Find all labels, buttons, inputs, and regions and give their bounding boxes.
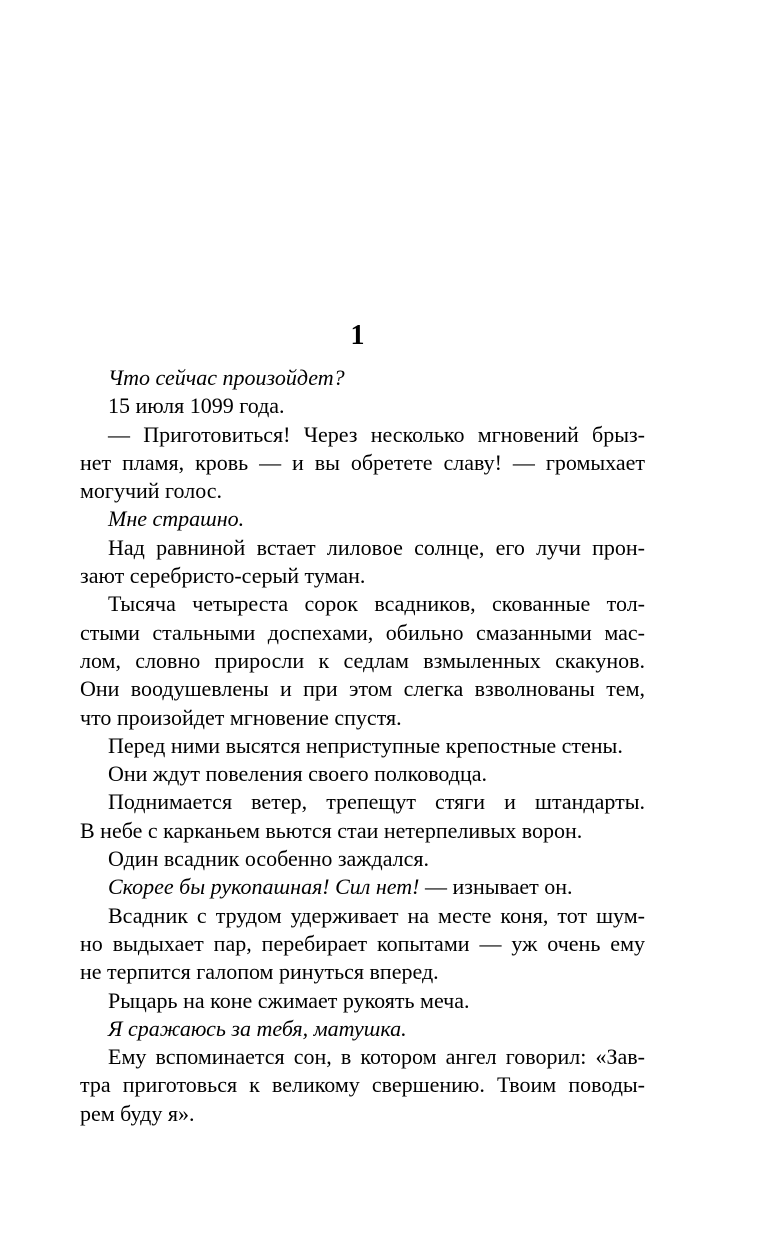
text-line <box>80 732 645 760</box>
text-line <box>80 505 645 533</box>
text-segment: Ему вспоминается сон, в котором ангел говорил: «Зав- <box>108 1044 645 1070</box>
text-line <box>80 1015 645 1043</box>
paragraph <box>80 760 645 788</box>
text-segment: Один всадник особенно заждался. <box>108 846 430 872</box>
text-segment: Они воодушевлены и при этом слегка взволнованы тем, <box>80 676 645 702</box>
text-segment: зают серебристо-серый туман. <box>80 563 366 589</box>
text-segment: — изнывает он. <box>419 874 573 900</box>
text-line <box>80 817 645 845</box>
text-segment: рем буду я». <box>80 1100 195 1126</box>
paragraph <box>80 987 645 1015</box>
text-line <box>80 449 645 477</box>
text-segment: лом, словно приросли к седлам взмыленных скакунов. <box>80 647 645 673</box>
paragraph <box>80 392 645 420</box>
text-block <box>80 364 645 1128</box>
paragraph <box>80 845 645 873</box>
paragraph <box>80 1043 645 1128</box>
italic-text-segment: Скорее бы рукопашная! Сил нет! <box>108 874 420 900</box>
text-segment: Они ждут повеления своего полководца. <box>108 761 488 787</box>
text-segment: нет пламя, кровь — и вы обретете славу! — громыхает <box>80 449 645 475</box>
text-line <box>80 788 645 816</box>
paragraph <box>80 1015 645 1043</box>
text-line <box>80 987 645 1015</box>
text-line <box>80 1043 645 1071</box>
paragraph <box>80 732 645 760</box>
text-segment: В небе с карканьем вьются стаи нетерпеливых ворон. <box>80 817 583 843</box>
paragraph <box>80 364 645 392</box>
text-line <box>80 364 645 392</box>
paragraph <box>80 902 645 987</box>
italic-text-segment: Я сражаюсь за тебя, матушка. <box>108 1015 407 1041</box>
text-line <box>80 1071 645 1099</box>
text-line <box>80 421 645 449</box>
paragraph <box>80 788 645 845</box>
text-segment: Над равниной встает лиловое солнце, его лучи прон- <box>108 534 645 560</box>
text-segment: могучий голос. <box>80 478 223 504</box>
text-line <box>80 675 645 703</box>
text-line <box>80 590 645 618</box>
text-line <box>80 873 645 901</box>
text-line <box>80 958 645 986</box>
text-line <box>80 930 645 958</box>
text-line <box>80 477 645 505</box>
text-line <box>80 704 645 732</box>
text-line <box>80 562 645 590</box>
text-line <box>80 534 645 562</box>
text-line <box>80 760 645 788</box>
text-segment: 15 июля 1099 года. <box>108 393 285 419</box>
chapter-heading: 1 <box>350 320 365 351</box>
paragraph <box>80 421 645 506</box>
text-line <box>80 902 645 930</box>
italic-text-segment: Что сейчас произойдет? <box>108 365 345 390</box>
text-segment: но выдыхает пар, перебирает копытами — уж очень ему <box>80 930 645 956</box>
text-line <box>80 647 645 675</box>
text-segment: Всадник с трудом удерживает на месте коня, тот шум- <box>108 902 645 928</box>
text-segment: что произойдет мгновение спустя. <box>80 704 402 730</box>
text-line <box>80 392 645 420</box>
paragraph <box>80 873 645 901</box>
text-segment: Тысяча четыреста сорок всадников, скованные тол- <box>108 591 645 617</box>
paragraph <box>80 534 645 591</box>
paragraph <box>80 590 645 731</box>
text-segment: — Приготовиться! Через несколько мгновений брыз- <box>108 421 645 447</box>
paragraph <box>80 505 645 533</box>
text-line <box>80 619 645 647</box>
text-segment: Поднимается ветер, трепещут стяги и штандарты. <box>108 789 645 815</box>
italic-text-segment: Мне страшно. <box>108 506 245 532</box>
text-segment: стыми стальными доспехами, обильно смазанными мас- <box>80 619 645 645</box>
text-segment: Перед ними высятся неприступные крепостные стены. <box>108 732 623 758</box>
text-segment: тра приготовься к великому свершению. Твоим поводы- <box>80 1072 645 1098</box>
text-segment: не терпится галопом ринуться вперед. <box>80 959 439 985</box>
text-segment: Рыцарь на коне сжимает рукоять меча. <box>108 987 470 1013</box>
text-line <box>80 845 645 873</box>
text-line <box>80 1100 645 1128</box>
